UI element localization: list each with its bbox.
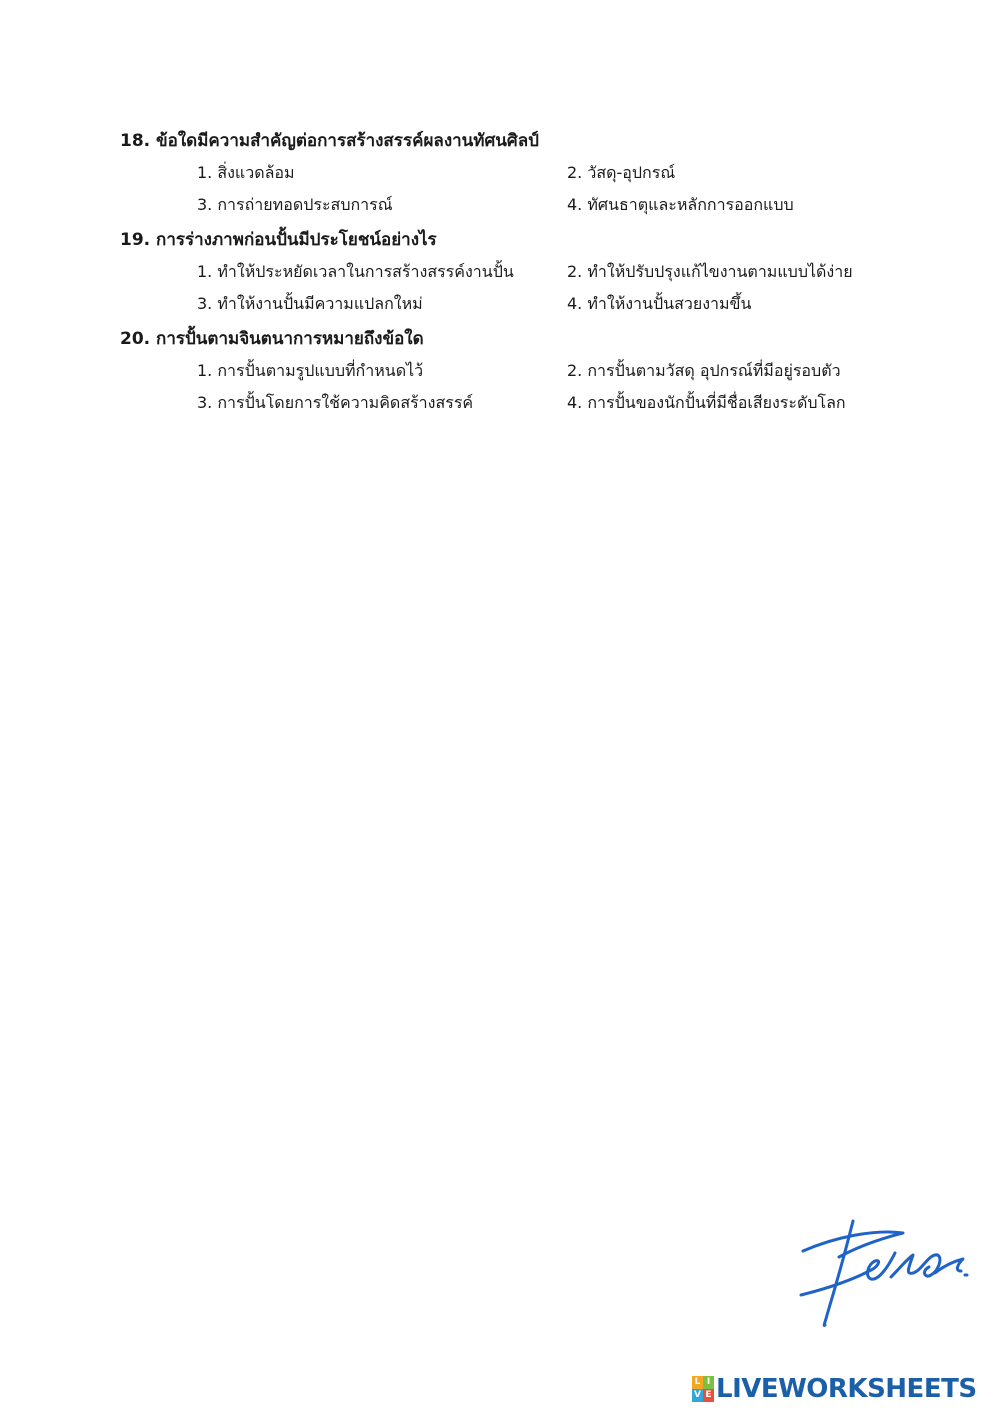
choice-4[interactable]: 4. การปั้นของนักปั้นที่มีชื่อเสียงระดับโลก xyxy=(567,393,846,412)
question-title: 18. ข้อใดมีความสำคัญต่อการสร้างสรรค์ผลงานทัศนศิลป์ xyxy=(120,131,539,151)
choice-3[interactable]: 3. การถ่ายทอดประสบการณ์ xyxy=(197,195,393,214)
logo-letter: V xyxy=(692,1389,703,1402)
choice-1[interactable]: 1. ทำให้ประหยัดเวลาในการสร้างสรรค์งานปั้น xyxy=(197,262,514,281)
liveworksheets-icon xyxy=(692,1376,714,1402)
choice-list xyxy=(120,251,920,317)
choice-2[interactable]: 2. การปั้นตามวัสดุ อุปกรณ์ที่มีอยู่รอบตัว xyxy=(567,361,841,380)
logo-text: LIVEWORKSHEETS xyxy=(716,1374,977,1404)
choice-1[interactable]: 1. การปั้นตามรูปแบบที่กำหนดไว้ xyxy=(197,361,424,380)
choice-4[interactable]: 4. ทำให้งานปั้นสวยงามขึ้น xyxy=(567,294,752,313)
choice-3[interactable]: 3. การปั้นโดยการใช้ความคิดสร้างสรรค์ xyxy=(197,393,474,412)
question-19 xyxy=(120,229,920,317)
choice-2[interactable]: 2. ทำให้ปรับปรุงแก้ไขงานตามแบบได้ง่าย xyxy=(567,262,853,281)
choice-list xyxy=(120,152,920,218)
question-18 xyxy=(120,130,920,218)
question-title: 19. การร่างภาพก่อนปั้นมีประโยชน์อย่างไร xyxy=(120,230,437,250)
choice-3[interactable]: 3. ทำให้งานปั้นมีความแปลกใหม่ xyxy=(197,294,423,313)
choice-4[interactable]: 4. ทัศนธาตุและหลักการออกแบบ xyxy=(567,195,794,214)
logo-letter: L xyxy=(692,1376,703,1389)
choice-list xyxy=(120,350,920,416)
question-title: 20. การปั้นตามจินตนาการหมายถึงข้อใด xyxy=(120,329,424,349)
logo-letter: E xyxy=(703,1389,714,1402)
question-20 xyxy=(120,328,920,416)
handwritten-signature xyxy=(795,1215,975,1330)
choice-2[interactable]: 2. วัสดุ-อุปกรณ์ xyxy=(567,163,676,182)
choice-1[interactable]: 1. สิ่งแวดล้อม xyxy=(197,163,295,182)
logo-letter: I xyxy=(703,1376,714,1389)
liveworksheets-logo xyxy=(692,1372,977,1406)
